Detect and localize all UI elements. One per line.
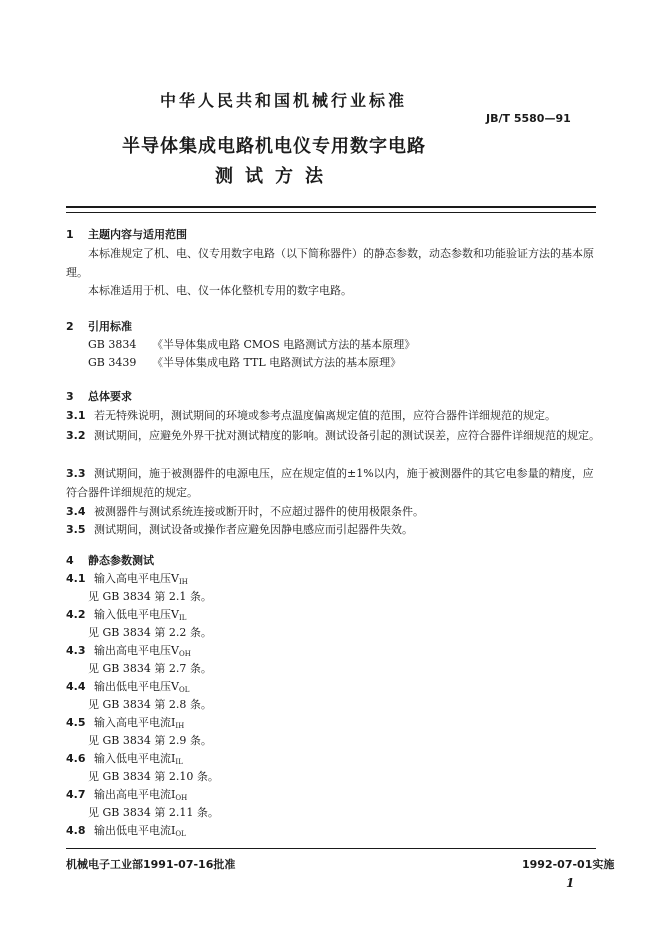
- section-title: 主题内容与适用范围: [88, 228, 187, 241]
- clause-3-4: [66, 502, 600, 521]
- clause-number: 4.7: [66, 788, 86, 801]
- document-title-line2: 测试方法: [215, 166, 335, 187]
- clause-text: 被测器件与测试系统连接或断开时，不应超过器件的使用极限条件。: [94, 505, 424, 518]
- param-name: 输入低电平电压: [94, 608, 171, 621]
- param-4-3-ref: 见 GB 3834 第 2.7 条。: [88, 662, 212, 675]
- param-subscript: IH: [178, 578, 188, 586]
- section-number: 2: [66, 320, 74, 333]
- section-number: 1: [66, 228, 74, 241]
- document-title-line1: 半导体集成电路机电仪专用数字电路: [122, 136, 426, 157]
- param-symbol: V: [171, 644, 179, 657]
- param-4-7-ref: 见 GB 3834 第 2.11 条。: [88, 806, 219, 819]
- approval-date: 机械电子工业部1991-07-16批准: [66, 858, 236, 871]
- header-rule-thin: [66, 212, 596, 213]
- effective-date: 1992-07-01实施: [522, 858, 615, 871]
- param-symbol: I: [171, 752, 176, 765]
- clause-text: 若无特殊说明，测试期间的环境或参考点温度偏离规定值的范围，应符合器件详细规范的规定。: [94, 409, 556, 422]
- section-2-heading: [66, 318, 132, 334]
- param-subscript: OH: [175, 794, 188, 802]
- reference-row: [88, 336, 415, 354]
- reference-standard: GB 3834: [88, 338, 137, 351]
- reference-title: 《半导体集成电路 CMOS 电路测试方法的基本原理》: [152, 338, 416, 351]
- param-4-5-ref: 见 GB 3834 第 2.9 条。: [88, 734, 212, 747]
- clause-number: 4.2: [66, 608, 86, 621]
- clause-number: 4.4: [66, 680, 86, 693]
- header-rule: [66, 206, 596, 208]
- standard-code: JB/T 5580—91: [486, 112, 571, 125]
- param-name: 输出高电平电压: [94, 644, 171, 657]
- param-symbol: I: [171, 788, 176, 801]
- param-symbol: I: [171, 824, 176, 837]
- clause-number: 3.5: [66, 523, 86, 536]
- section-4-heading: [66, 552, 154, 568]
- param-subscript: OL: [175, 830, 186, 838]
- param-symbol: V: [171, 608, 179, 621]
- param-4-4-ref: 见 GB 3834 第 2.8 条。: [88, 698, 212, 711]
- param-name: 输出低电平电压: [94, 680, 171, 693]
- page-number: 1: [566, 876, 575, 890]
- param-subscript: OL: [178, 686, 190, 694]
- clause-number: 3.4: [66, 505, 86, 518]
- clause-number: 4.3: [66, 644, 86, 657]
- section-title: 总体要求: [88, 390, 132, 403]
- section-number: 3: [66, 390, 74, 403]
- section-1-heading: [66, 226, 187, 242]
- param-name: 输入低电平电流: [94, 752, 171, 765]
- param-subscript: IH: [175, 722, 185, 730]
- param-subscript: OH: [178, 650, 191, 658]
- clause-number: 3.3: [66, 467, 86, 480]
- param-4-6-ref: 见 GB 3834 第 2.10 条。: [88, 770, 219, 783]
- footer-rule: [66, 848, 596, 849]
- section-title: 静态参数测试: [88, 554, 154, 567]
- param-4-2-ref: 见 GB 3834 第 2.2 条。: [88, 626, 212, 639]
- section-number: 4: [66, 554, 74, 567]
- clause-number: 4.5: [66, 716, 86, 729]
- param-symbol: V: [171, 572, 179, 585]
- clause-text: 测试期间，测试设备或操作者应避免因静电感应而引起器件失效。: [94, 523, 413, 536]
- clause-3-3: [66, 464, 600, 502]
- reference-standard: GB 3439: [88, 356, 137, 369]
- issuing-authority: 中华人民共和国机械行业标准: [160, 91, 408, 110]
- param-symbol: I: [171, 716, 176, 729]
- section-1-paragraph-1: 本标准规定了机、电、仪专用数字电路（以下简称器件）的静态参数，动态参数和功能验证方法的基本原理。: [66, 247, 594, 279]
- param-4-1-ref: 见 GB 3834 第 2.1 条。: [88, 590, 212, 603]
- param-subscript: IL: [178, 614, 187, 622]
- reference-title: 《半导体集成电路 TTL 电路测试方法的基本原理》: [152, 356, 402, 369]
- section-title: 引用标准: [88, 320, 132, 333]
- clause-3-2: [66, 426, 600, 445]
- param-name: 输出低电平电流: [94, 824, 171, 837]
- param-name: 输出高电平电流: [94, 788, 171, 801]
- clause-number: 4.1: [66, 572, 86, 585]
- clause-3-5: [66, 520, 600, 539]
- param-symbol: V: [171, 680, 179, 693]
- reference-row: [88, 354, 401, 372]
- clause-number: 3.2: [66, 429, 86, 442]
- section-1-paragraph-2: 本标准适用于机、电、仪一体化整机专用的数字电路。: [88, 284, 352, 297]
- param-4-8: [66, 822, 186, 843]
- param-name: 输入高电平电压: [94, 572, 171, 585]
- clause-number: 4.6: [66, 752, 86, 765]
- clause-3-1: [66, 406, 600, 425]
- clause-text: 测试期间，应避免外界干扰对测试精度的影响。测试设备引起的测试误差，应符合器件详细规范的规定。: [94, 429, 600, 442]
- param-subscript: IL: [175, 758, 183, 766]
- section-3-heading: [66, 388, 132, 404]
- param-name: 输入高电平电流: [94, 716, 171, 729]
- clause-number: 3.1: [66, 409, 86, 422]
- clause-text: 测试期间，施于被测器件的电源电压，应在规定值的±1%以内，施于被测器件的其它电参量的精度，应符合器件详细规范的规定。: [66, 467, 594, 499]
- clause-number: 4.8: [66, 824, 86, 837]
